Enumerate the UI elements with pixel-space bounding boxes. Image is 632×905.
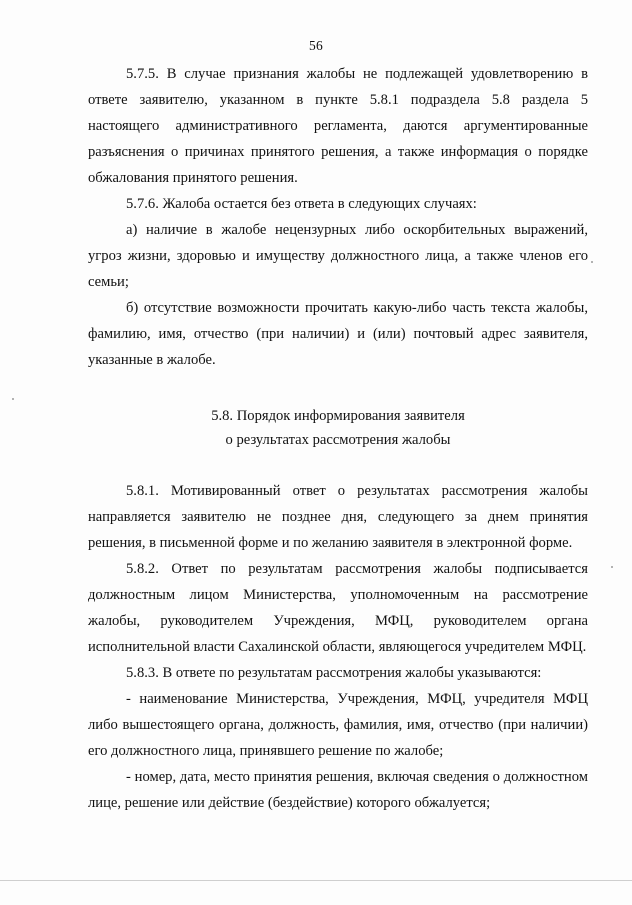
paragraph-5-8-1: 5.8.1. Мотивированный ответ о результатах рассмотрения жалобы направляется заявителю не позднее дня, следующего за днем принятия решения, в письменной форме и по желанию заявителя в электронной форме.: [88, 483, 588, 551]
page-number: 56: [308, 38, 324, 53]
list-item-a: а) наличие в жалобе нецензурных либо оскорбительных выражений, угроз жизни, здоровью и имуществу должностного лица, а также членов его семьи;: [88, 222, 588, 290]
paragraph-5-7-5: 5.7.5. В случае признания жалобы не подлежащей удовлетворению в ответе заявителю, указанном в пункте 5.8.1 подраздела 5.8 раздела 5 настоящего административного регламента, даются аргументированные разъяснения о причинах принятого решения, а также информация о порядке обжалования принятого решения.: [88, 66, 588, 186]
page-body: [88, 61, 588, 816]
dash-item-1: - наименование Министерства, Учреждения, МФЦ, учредителя МФЦ либо вышестоящего органа, должность, фамилия, имя, отчество (при наличии) его должностного лица, принявшего решение по жалобе;: [88, 691, 588, 759]
section-heading-line-2: о результатах рассмотрения жалобы: [225, 432, 451, 448]
list-item-b: б) отсутствие возможности прочитать какую-либо часть текста жалобы, фамилию, имя, отчество (при наличии) и (или) почтовый адрес заявителя, указанные в жалобе.: [88, 300, 588, 368]
dash-item-2: - номер, дата, место принятия решения, включая сведения о должностном лице, решение или действие (бездействие) которого обжалуется;: [88, 769, 588, 811]
section-heading-line-1: 5.8. Порядок информирования заявителя: [211, 408, 465, 424]
scan-speck: [12, 398, 14, 400]
scan-edge-line: [0, 880, 632, 881]
paragraph-5-8-3: 5.8.3. В ответе по результатам рассмотрения жалобы указываются:: [126, 665, 542, 681]
paragraph-5-8-2: 5.8.2. Ответ по результатам рассмотрения жалобы подписывается должностным лицом Министерства, уполномоченным на рассмотрение жалобы, руководителем Учреждения, МФЦ, руководителем органа исполнительной власти Сахалинской области, являющегося учредителем МФЦ.: [88, 561, 588, 655]
paragraph-5-7-6: 5.7.6. Жалоба остается без ответа в следующих случаях:: [126, 196, 477, 212]
section-heading-5-8: [88, 404, 588, 452]
scan-speck: [591, 261, 593, 263]
scan-speck: [611, 566, 613, 568]
